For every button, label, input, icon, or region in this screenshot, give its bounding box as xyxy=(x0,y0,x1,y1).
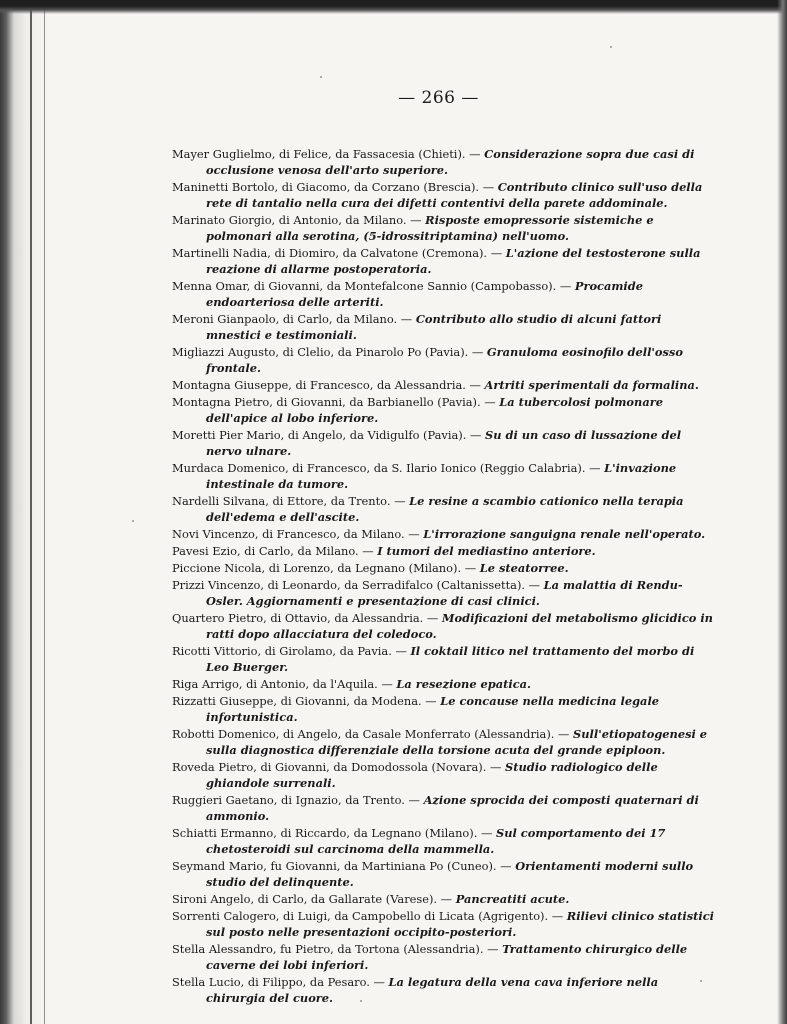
entry-title: Contributo allo studio di alcuni fattori mnestici e testimoniali. xyxy=(206,312,662,342)
entry-separator: — xyxy=(482,180,495,194)
entry-title: Le resine a scambio cationico nella terapia dell'edema e dell'ascite. xyxy=(206,494,684,524)
entry-author: Sorrenti Calogero, di Luigi, da Campobello di Licata (Agrigento). xyxy=(172,909,549,923)
entry-separator: — xyxy=(410,213,422,227)
entry-separator: — xyxy=(400,312,413,326)
entry-author: Schiatti Ermanno, di Riccardo, da Legnano (Milano). xyxy=(172,826,478,840)
entry-title: Le concause nella medicina legale infortunistica. xyxy=(206,694,660,724)
thesis-entry xyxy=(172,643,717,675)
thesis-entry xyxy=(172,825,717,857)
entry-author: Moretti Pier Mario, di Angelo, da Vidigulfo (Pavia). xyxy=(172,428,467,442)
entry-title: Sull'etiopatogenesi e sulla diagnostica differenziale della torsione acuta del grande epiploon. xyxy=(206,727,708,757)
entry-title: La resezione epatica. xyxy=(396,677,531,691)
thesis-entry xyxy=(172,179,717,211)
entry-title: Procamide endoarteriosa delle arteriti. xyxy=(206,279,643,309)
thesis-entry xyxy=(172,759,717,791)
entry-separator: — xyxy=(471,345,484,359)
entry-separator: — xyxy=(408,793,420,807)
entry-separator: — xyxy=(500,859,512,873)
entry-author: Riga Arrigo, di Antonio, da l'Aquila. xyxy=(172,677,378,691)
thesis-entry xyxy=(172,377,717,393)
thesis-entry xyxy=(172,146,717,178)
entry-separator: — xyxy=(484,395,496,409)
entry-title: I tumori del mediastino anteriore. xyxy=(377,544,596,558)
thesis-entry xyxy=(172,460,717,492)
thesis-entry xyxy=(172,344,717,376)
entry-title: Trattamento chirurgico delle caverne dei lobi inferiori. xyxy=(206,942,688,972)
thesis-entry xyxy=(172,311,717,343)
thesis-entry xyxy=(172,908,717,940)
entry-author: Montagna Giuseppe, di Francesco, da Alessandria. xyxy=(172,378,466,392)
entry-author: Stella Alessandro, fu Pietro, da Tortona (Alessandria). xyxy=(172,942,484,956)
entry-author: Mayer Guglielmo, di Felice, da Fassacesia (Chieti). xyxy=(172,147,466,161)
entry-title: Considerazione sopra due casi di occlusione venosa dell'arto superiore. xyxy=(206,147,695,177)
entry-author: Ricotti Vittorio, di Girolamo, da Pavia. xyxy=(172,644,392,658)
entry-author: Quartero Pietro, di Ottavio, da Alessandria. xyxy=(172,611,424,625)
entry-author: Meroni Gianpaolo, di Carlo, da Milano. xyxy=(172,312,398,326)
entry-title: Risposte emopressorie sistemiche e polmonari alla serotina, (5-idrossitriptamina) nell'uomo. xyxy=(206,213,654,243)
entry-author: Prizzi Vincenzo, di Leonardo, da Serradifalco (Caltanissetta). xyxy=(172,578,526,592)
thesis-entry xyxy=(172,427,717,459)
page-number: — 266 — xyxy=(398,88,479,108)
entry-author: Roveda Pietro, di Giovanni, da Domodossola (Novara). xyxy=(172,760,487,774)
entry-author: Pavesi Ezio, di Carlo, da Milano. xyxy=(172,544,359,558)
entry-author: Piccione Nicola, di Lorenzo, da Legnano (Milano). xyxy=(172,561,462,575)
binding-edge xyxy=(0,0,50,1024)
entry-title: Rilievi clinico statistici sul posto nelle presentazioni occipito-posteriori. xyxy=(206,909,714,939)
entry-separator: — xyxy=(480,826,493,840)
entry-title: Artriti sperimentali da formalina. xyxy=(484,378,699,392)
entry-author: Seymand Mario, fu Giovanni, da Martiniana Po (Cuneo). xyxy=(172,859,497,873)
entry-author: Menna Omar, di Giovanni, da Montefalcone Sannio (Campobasso). xyxy=(172,279,557,293)
thesis-entry xyxy=(172,212,717,244)
thesis-entry xyxy=(172,676,717,692)
thesis-entry xyxy=(172,891,717,907)
entry-separator: — xyxy=(470,428,482,442)
thesis-entry xyxy=(172,493,717,525)
entry-separator: — xyxy=(528,578,541,592)
spine-line-inner xyxy=(44,0,45,1024)
entry-author: Migliazzi Augusto, di Clelio, da Pinarolo Po (Pavia). xyxy=(172,345,469,359)
entry-separator: — xyxy=(408,527,420,541)
scan-right-edge xyxy=(777,0,787,1024)
entry-author: Sironi Angelo, di Carlo, da Gallarate (Varese). xyxy=(172,892,438,906)
entry-separator: — xyxy=(469,378,481,392)
thesis-entry xyxy=(172,543,717,559)
entry-title: Modificazioni del metabolismo glicidico in ratti dopo allacciatura del coledoco. xyxy=(206,611,713,641)
entry-title: L'azione del testosterone sulla reazione di allarme postoperatoria. xyxy=(206,246,701,276)
entry-separator: — xyxy=(362,544,374,558)
entry-author: Ruggieri Gaetano, di Ignazio, da Trento. xyxy=(172,793,405,807)
thesis-entry xyxy=(172,693,717,725)
spine-line xyxy=(30,0,32,1024)
thesis-entry xyxy=(172,526,717,542)
entry-separator: — xyxy=(440,892,453,906)
entry-title: Studio radiologico delle ghiandole surrenali. xyxy=(206,760,658,790)
entry-author: Nardelli Silvana, di Ettore, da Trento. xyxy=(172,494,391,508)
thesis-entry xyxy=(172,278,717,310)
entry-title: La malattia di Rendu-Osler. Aggiornamenti e presentazione di casi clinici. xyxy=(206,578,683,608)
entry-separator: — xyxy=(551,909,564,923)
thesis-entry xyxy=(172,726,717,758)
thesis-entry xyxy=(172,577,717,609)
thesis-entry xyxy=(172,394,717,426)
entry-author: Montagna Pietro, di Giovanni, da Barbianello (Pavia). xyxy=(172,395,481,409)
thesis-entry xyxy=(172,245,717,277)
entry-separator: — xyxy=(426,611,439,625)
entry-separator: — xyxy=(381,677,393,691)
entry-separator: — xyxy=(464,561,477,575)
entry-author: Murdaca Domenico, di Francesco, da S. Ilario Ionico (Reggio Calabria). xyxy=(172,461,586,475)
entry-author: Stella Lucio, di Filippo, da Pesaro. xyxy=(172,975,370,989)
entry-separator: — xyxy=(589,461,601,475)
entry-author: Robotti Domenico, di Angelo, da Casale Monferrato (Alessandria). xyxy=(172,727,555,741)
entry-title: Su di un caso di lussazione del nervo ulnare. xyxy=(206,428,682,458)
entry-author: Martinelli Nadia, di Diomiro, da Calvatone (Cremona). xyxy=(172,246,488,260)
entry-separator: — xyxy=(487,942,499,956)
thesis-entry xyxy=(172,560,717,576)
entry-title: Le steatorree. xyxy=(479,561,569,575)
thesis-entry xyxy=(172,941,717,973)
entry-title: Azione sprocida dei composti quaternari di ammonio. xyxy=(206,793,699,823)
scan-top-edge xyxy=(0,0,787,14)
entry-separator: — xyxy=(394,494,406,508)
entry-title: Contributo clinico sull'uso della rete di tantalio nella cura dei difetti contentivi della parete addominale. xyxy=(206,180,703,210)
entry-title: Il coktail litico nel trattamento del morbo di Leo Buerger. xyxy=(206,644,695,674)
entry-author: Marinato Giorgio, di Antonio, da Milano. xyxy=(172,213,407,227)
entry-separator: — xyxy=(559,279,572,293)
entry-author: Maninetti Bortolo, di Giacomo, da Corzano (Brescia). xyxy=(172,180,480,194)
entry-title: Granuloma eosinofilo dell'osso frontale. xyxy=(206,345,683,375)
thesis-list xyxy=(172,146,717,1007)
entry-title: La tubercolosi polmonare dell'apice al lobo inferiore. xyxy=(206,395,663,425)
entry-title: La legatura della vena cava inferiore nella chirurgia del cuore. xyxy=(206,975,659,1005)
entry-title: L'invazione intestinale da tumore. xyxy=(206,461,677,491)
entry-title: L'irrorazione sanguigna renale nell'operato. xyxy=(423,527,706,541)
entry-title: Pancreatiti acute. xyxy=(455,892,570,906)
entry-separator: — xyxy=(558,727,570,741)
entry-title: Orientamenti moderni sullo studio del delinquente. xyxy=(206,859,694,889)
entry-title: Sul comportamento dei 17 chetosteroidi sul carcinoma della mammella. xyxy=(206,826,666,856)
entry-author: Rizzatti Giuseppe, di Giovanni, da Modena. xyxy=(172,694,422,708)
entry-separator: — xyxy=(469,147,481,161)
entry-separator: — xyxy=(395,644,407,658)
thesis-entry xyxy=(172,974,717,1006)
entry-separator: — xyxy=(373,975,385,989)
entry-author: Novi Vincenzo, di Francesco, da Milano. xyxy=(172,527,405,541)
thesis-entry xyxy=(172,610,717,642)
entry-separator: — xyxy=(489,760,502,774)
entry-separator: — xyxy=(425,694,437,708)
entry-separator: — xyxy=(490,246,503,260)
thesis-entry xyxy=(172,792,717,824)
thesis-entry xyxy=(172,858,717,890)
